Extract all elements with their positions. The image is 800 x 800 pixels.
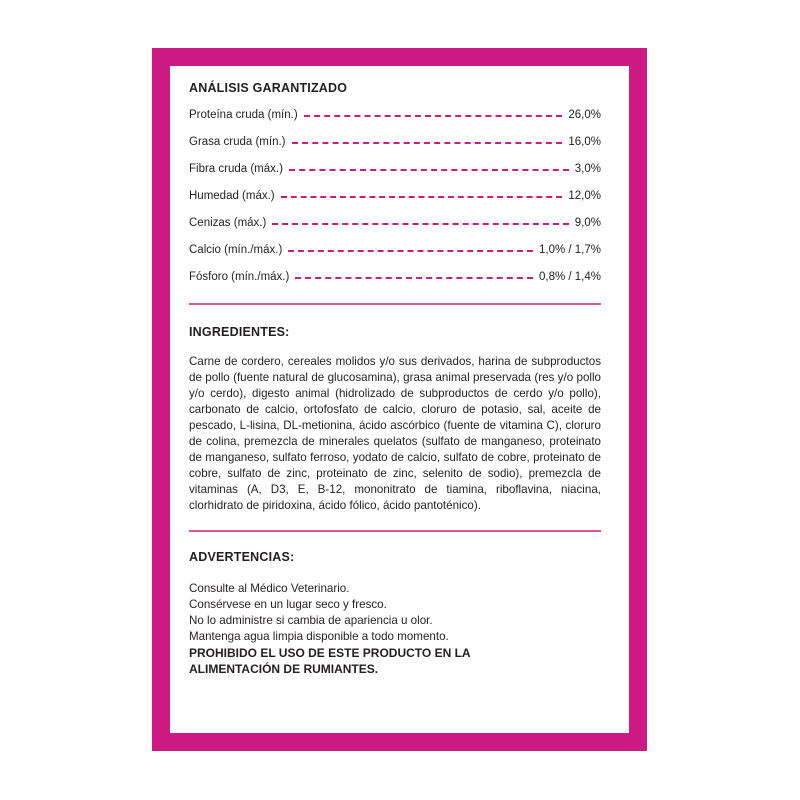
analysis-value: 12,0% — [568, 190, 601, 202]
ingredients-text: Carne de cordero, cereales molidos y/o sus derivados, harina de subproductos de pollo (fuente natural de glucosamina), grasa animal preservada (res y/o pollo y/o cerdo), digesto animal (hidrolizado de subproductos de cerdo y/o pollo), carbonato de calcio, ortofosfato de calcio, cloruro de potasio, sal, aceite de pescado, L-lisina, DL-metionina, ácido ascórbico (fuente de vitamina C), cloruro de colina, premezcla de minerales quelatos (sulfato de manganeso, proteinato de manganeso, sulfato ferroso, yodato de calcio, sulfato de cobre, proteinato de cobre, sulfato de zinc, proteinato de zinc, selenito de sodio), premezcla de vitaminas (A, D3, E, B-12, mononitrato de tiamina, riboflavina, niacina, clorhidrato de piridoxina, ácido fólico, ácido pantoténico). — [189, 355, 601, 512]
dotted-leader — [288, 250, 533, 252]
warning-prohibition: ALIMENTACIÓN DE RUMIANTES. — [189, 662, 379, 676]
warning-line: No lo administre si cambia de apariencia u olor. — [189, 614, 433, 627]
analysis-value: 16,0% — [568, 136, 601, 148]
section-divider — [189, 303, 601, 305]
dotted-leader — [304, 115, 563, 117]
warnings-list — [189, 581, 601, 677]
section-divider — [189, 530, 601, 532]
analysis-value: 0,8% / 1,4% — [538, 271, 601, 283]
dotted-leader — [292, 142, 563, 144]
analysis-row-ash — [189, 217, 601, 244]
label-content — [189, 72, 601, 677]
ingredients-title: INGREDIENTES: — [189, 325, 290, 339]
analysis-label: Grasa cruda (mín.) — [189, 136, 286, 148]
analysis-row-phosphorus — [189, 271, 601, 298]
analysis-label: Proteína cruda (mín.) — [189, 109, 298, 121]
dotted-leader — [295, 277, 533, 279]
dotted-leader — [289, 169, 569, 171]
analysis-row-protein — [189, 109, 601, 136]
analysis-value: 3,0% — [574, 163, 601, 175]
analysis-value: 26,0% — [568, 109, 601, 121]
dotted-leader — [272, 223, 568, 225]
warning-prohibition: PROHIBIDO EL USO DE ESTE PRODUCTO EN LA — [189, 646, 471, 660]
warning-line: Consulte al Médico Veterinario. — [189, 582, 350, 595]
warning-line: Consérvese en un lugar seco y fresco. — [189, 598, 387, 611]
analysis-label: Calcio (mín./máx.) — [189, 244, 283, 256]
analysis-table — [189, 109, 601, 298]
analysis-value: 9,0% — [574, 217, 601, 229]
dotted-leader — [281, 196, 563, 198]
warnings-title: ADVERTENCIAS: — [189, 550, 295, 564]
analysis-label: Humedad (máx.) — [189, 190, 275, 202]
analysis-value: 1,0% / 1,7% — [538, 244, 601, 256]
analysis-row-calcium — [189, 244, 601, 271]
analysis-row-moisture — [189, 190, 601, 217]
analysis-label: Fósforo (mín./máx.) — [189, 271, 290, 283]
analysis-row-fat — [189, 136, 601, 163]
analysis-label: Cenizas (máx.) — [189, 217, 267, 229]
analysis-title: ANÁLISIS GARANTIZADO — [189, 81, 348, 95]
analysis-row-fiber — [189, 163, 601, 190]
analysis-label: Fibra cruda (máx.) — [189, 163, 283, 175]
warning-line: Mantenga agua limpia disponible a todo momento. — [189, 630, 449, 643]
